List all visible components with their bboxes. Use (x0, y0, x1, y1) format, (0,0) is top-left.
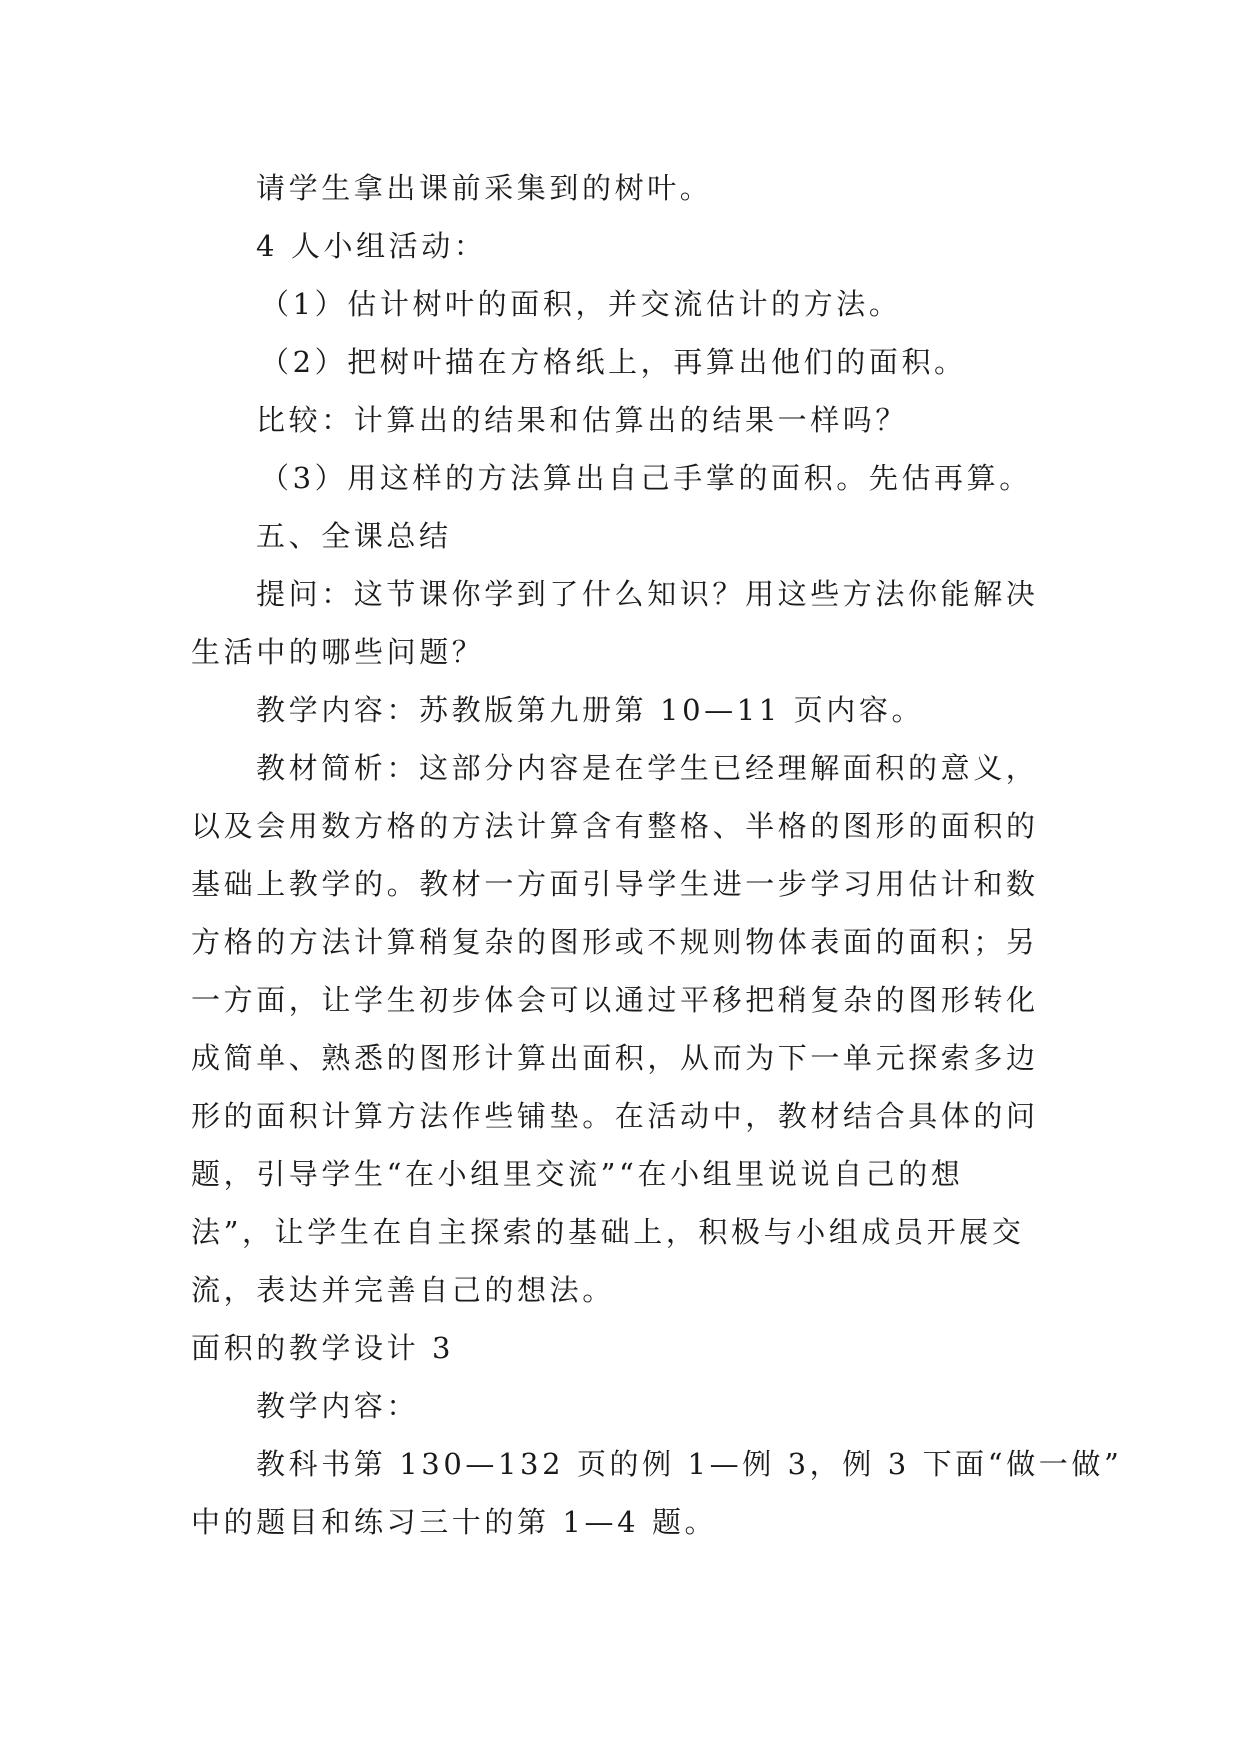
text-line: 形的面积计算方法作些铺垫。在活动中，教材结合具体的问 (191, 1099, 1039, 1133)
text-line: 中的题目和练习三十的第 1—4 题。 (191, 1505, 718, 1539)
text-line: 方格的方法计算稍复杂的图形或不规则物体表面的面积；另 (191, 925, 1039, 959)
text-line: 教科书第 130—132 页的例 1—例 3，例 3 下面“做一做” (256, 1447, 1123, 1481)
text-line: 教学内容：苏教版第九册第 10—11 页内容。 (256, 693, 925, 727)
text-line: 教材简析：这部分内容是在学生已经理解面积的意义， (256, 751, 1039, 785)
section-title: 面积的教学设计 3 (191, 1331, 455, 1365)
text-line: 成简单、熟悉的图形计算出面积，从而为下一单元探索多边 (191, 1041, 1039, 1075)
text-line: （1）估计树叶的面积，并交流估计的方法。 (260, 287, 902, 321)
text-line: 以及会用数方格的方法计算含有整格、半格的图形的面积的 (191, 809, 1039, 843)
text-line: （3）用这样的方法算出自己手掌的面积。先估再算。 (260, 461, 1032, 495)
section-heading: 五、全课总结 (256, 519, 452, 553)
text-line: 基础上教学的。教材一方面引导学生进一步学习用估计和数 (191, 867, 1039, 901)
text-line: （2）把树叶描在方格纸上，再算出他们的面积。 (260, 345, 967, 379)
text-line: 流，表达并完善自己的想法。 (191, 1273, 615, 1307)
text-line: 比较：计算出的结果和估算出的结果一样吗？ (256, 403, 909, 437)
text-line: 生活中的哪些问题？ (191, 635, 485, 669)
text-line: 提问：这节课你学到了什么知识？用这些方法你能解决 (256, 577, 1039, 611)
text-line: 4 人小组活动： (256, 229, 487, 263)
text-line: 请学生拿出课前采集到的树叶。 (256, 171, 713, 205)
text-line: 一方面，让学生初步体会可以通过平移把稍复杂的图形转化 (191, 983, 1039, 1017)
text-line: 法”，让学生在自主探索的基础上，积极与小组成员开展交 (191, 1215, 1025, 1249)
text-line: 教学内容： (256, 1389, 420, 1423)
text-line: 题，引导学生“在小组里交流”“在小组里说说自己的想 (191, 1157, 964, 1191)
